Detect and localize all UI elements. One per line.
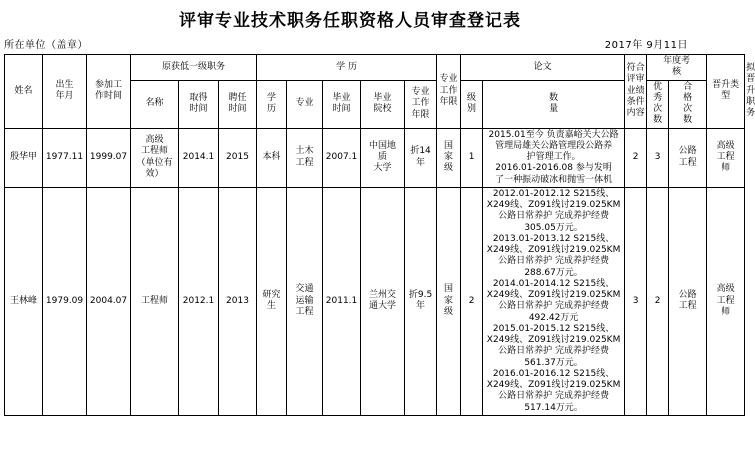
- cell-prev-title-get: 2012.1: [179, 187, 219, 415]
- col-major: 专业: [287, 80, 323, 128]
- cell-name: 王林峰: [5, 187, 43, 415]
- cell-major: 交通 运输 工程: [287, 187, 323, 415]
- cell-work-start: 2004.07: [87, 187, 131, 415]
- cell-work-start: 1999.07: [87, 128, 131, 187]
- col-thesis-count: 数 量: [483, 80, 625, 128]
- cell-achievement: 2015.01至今 负责嘉峪关大公路 管理局雄关公路管理段公路养 护管理工作。 2016.01-2016.08 参与发明 了一种振动破冰和抛雪一体机: [483, 128, 625, 187]
- table-row: [5, 187, 745, 415]
- col-prev-title-name: 名称: [131, 80, 179, 128]
- col-pro-years: 专业 工作 年限: [437, 55, 461, 129]
- cell-grad-time: 2007.1: [323, 128, 361, 187]
- cell-promote-type: 公路 工程: [669, 128, 707, 187]
- cell-thesis-level: 国 家 级: [437, 187, 461, 415]
- cell-thesis-count: 1: [461, 128, 483, 187]
- review-registration-table: [4, 54, 755, 416]
- col-edu-level: 学 历: [257, 80, 287, 128]
- col-promote-type: 晋升类型: [707, 55, 745, 129]
- cell-major: 土木 工程: [287, 128, 323, 187]
- cell-apply-title: 高级 工程 师: [707, 128, 745, 187]
- date-label: 2017年 9月11日: [604, 40, 688, 51]
- subtitle-line: [0, 36, 700, 54]
- cell-thesis-level: 国 家 级: [437, 128, 461, 187]
- cell-birth: 1979.09: [43, 187, 87, 415]
- col-qualified-count: 合 格 次 数: [669, 80, 707, 128]
- col-name: 姓名: [5, 55, 43, 129]
- cell-grad-school: 中国地 质 大学: [361, 128, 405, 187]
- cell-prev-title-hire: 2013: [219, 187, 257, 415]
- cell-pro-years: 折9.5 年: [405, 187, 437, 415]
- table-row: [5, 128, 745, 187]
- page-title: 评审专业技术职务任职资格人员审查登记表: [179, 11, 521, 31]
- cell-prev-title-name: 高级 工程师 （单位有 效）: [131, 128, 179, 187]
- cell-pro-years: 折14 年: [405, 128, 437, 187]
- cell-grad-time: 2011.1: [323, 187, 361, 415]
- cell-prev-title-name: 工程师: [131, 187, 179, 415]
- col-group-annual-review: 年度考 核: [647, 55, 707, 81]
- unit-label: 所在单位（盖章）: [4, 40, 88, 51]
- col-grad-time: 毕业 时间: [323, 80, 361, 128]
- cell-excellent-count: 2: [625, 128, 647, 187]
- cell-promote-type: 公路 工程: [669, 187, 707, 415]
- col-pro-years-dup: 专业 工作 年限: [405, 80, 437, 128]
- cell-grad-school: 兰州交 通大学: [361, 187, 405, 415]
- col-group-thesis: 论文: [461, 55, 625, 81]
- table-header-row-1: 姓名 出生 年月 参加工 作时间 原获低一级职务 学 历 专业 工作 年限 论文 符合评审 业绩条件 内容 年度考 核 晋升类型 拟 晋升 职务: [5, 55, 745, 81]
- col-work-start: 参加工 作时间: [87, 55, 131, 129]
- cell-qualified-count: 2: [647, 187, 669, 415]
- col-birth: 出生 年月: [43, 55, 87, 129]
- col-excellent-count: 优 秀 次 数: [647, 80, 669, 128]
- cell-edu-level: 本科: [257, 128, 287, 187]
- col-prev-title-hire-time: 聘任 时间: [219, 80, 257, 128]
- cell-apply-title: 高级 工程 师: [707, 187, 745, 415]
- col-group-education: 学 历: [257, 55, 437, 81]
- col-group-prev-title: 原获低一级职务: [131, 55, 257, 81]
- cell-birth: 1977.11: [43, 128, 87, 187]
- cell-achievement: 2012.01-2012.12 S215线、 X249线、Z091线讨219.025KM 公路日常养护 完成养护经费 305.05万元。 2013.01-2013.12 S215线、 X249线、Z091线讨219.025KM 公路日常养护 完成养护经费 288.67万元。 2014.01-2014.12 S215线、 X249线、Z091线讨219.025KM 公路日常养护 完成养护经费 492.42万元 2015.01-2015.12 S215线、 X249线、Z091线讨219.025KM 公路日常养护 完成养护经费 561.37万元。 2016.01-2016.12 S215线、 X249线、Z091线讨219.025KM 公路日常养护 完成养护经费 517.14万元。: [483, 187, 625, 415]
- cell-thesis-count: 2: [461, 187, 483, 415]
- col-thesis-level: 级 别: [461, 80, 483, 128]
- cell-qualified-count: 3: [647, 128, 669, 187]
- cell-prev-title-get: 2014.1: [179, 128, 219, 187]
- col-achievement: 符合评审 业绩条件 内容: [625, 55, 647, 129]
- cell-prev-title-hire: 2015: [219, 128, 257, 187]
- col-prev-title-get-time: 取得 时间: [179, 80, 219, 128]
- cell-edu-level: 研究 生: [257, 187, 287, 415]
- cell-name: 殷华甲: [5, 128, 43, 187]
- col-grad-school: 毕业 院校: [361, 80, 405, 128]
- cell-excellent-count: 3: [625, 187, 647, 415]
